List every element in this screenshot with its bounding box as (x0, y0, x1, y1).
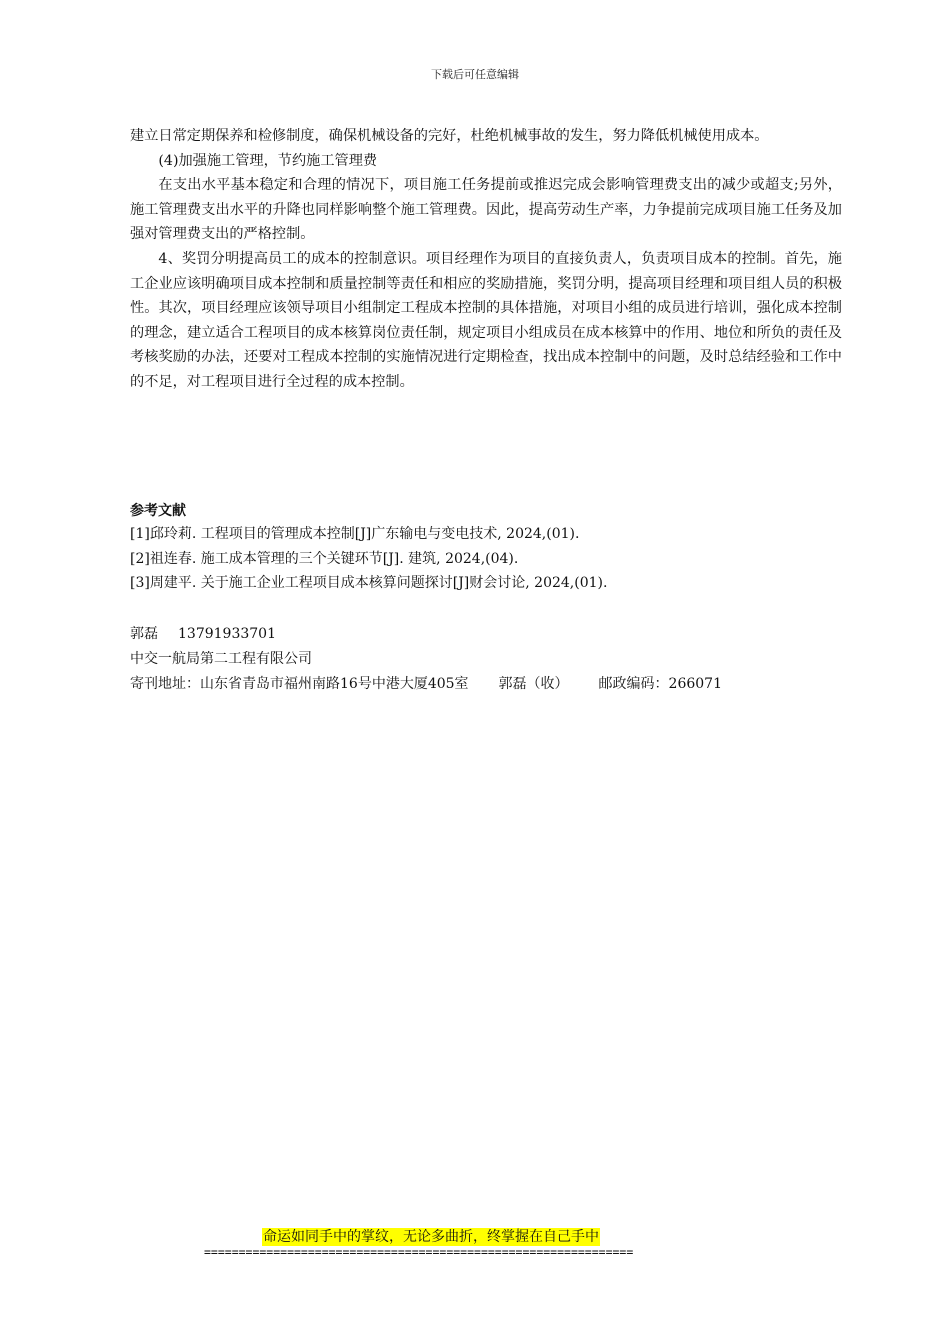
contact-company: 中交一航局第二工程有限公司 (130, 651, 312, 667)
paragraph-1: 建立日常定期保养和检修制度，确保机械设备的完好，杜绝机械事故的发生，努力降低机械使用成本。 (130, 128, 769, 144)
recipient: 郭磊（收） (498, 676, 569, 692)
paragraph-2-subheading: (4)加强施工管理，节约施工管理费 (158, 152, 378, 169)
references-title: 参考文献 (130, 503, 186, 519)
mailing-address: 寄刊地址：山东省青岛市福州南路16号中港大厦405室 (130, 676, 469, 692)
contact-name-phone (130, 622, 842, 647)
page-header-note: 下载后可任意编辑 (431, 68, 519, 81)
postcode: 邮政编码：266071 (598, 676, 722, 692)
contact-phone: 13791933701 (178, 626, 276, 642)
reference-item: [2]祖连春. 施工成本管理的三个关键环节[J]. 建筑, 2024,(04). (130, 550, 519, 567)
footer-divider: ============================================================== (204, 1245, 634, 1259)
contact-address-line (130, 672, 842, 697)
references-list (130, 522, 842, 596)
paragraph-4: 4、奖罚分明提高员工的成本的控制意识。项目经理作为项目的直接负责人，负责项目成本的控制。首先，施工企业应该明确项目成本控制和质量控制等责任和相应的奖励措施，奖罚分明，提高项目经理和项目组人员的积极性。其次，项目经理应该领导项目小组制定工程成本控制的具体措施，对项目小组的成员进行培训，强化成本控制的理念，建立适合工程项目的成本核算岗位责任制，规定项目小组成员在成本核算中的作用、地位和所负的责任及考核奖励的办法，还要对工程成本控制的实施情况进行定期检查，找出成本控制中的问题，及时总结经验和工作中的不足，对工程项目进行全过程的成本控制。 (130, 250, 842, 390)
reference-item: [1]邱玲莉. 工程项目的管理成本控制[J]广东输电与变电技术, 2024,(01). (130, 526, 580, 542)
body-text (130, 124, 842, 395)
footer-slogan: 命运如同手中的掌纹，无论多曲折，终掌握在自己手中 (263, 1229, 599, 1245)
contact-block (130, 622, 842, 697)
paragraph-3: 在支出水平基本稳定和合理的情况下，项目施工任务提前或推迟完成会影响管理费支出的减少或超支;另外，施工管理费支出水平的升降也同样影响整个施工管理费。因此，提高劳动生产率，力争提前完成项目施工任务及加强对管理费支出的严格控制。 (130, 177, 842, 243)
reference-item: [3]周建平. 关于施工企业工程项目成本核算问题探讨[J]财会讨论, 2024,(01). (130, 575, 608, 591)
contact-name: 郭磊 (130, 626, 158, 642)
